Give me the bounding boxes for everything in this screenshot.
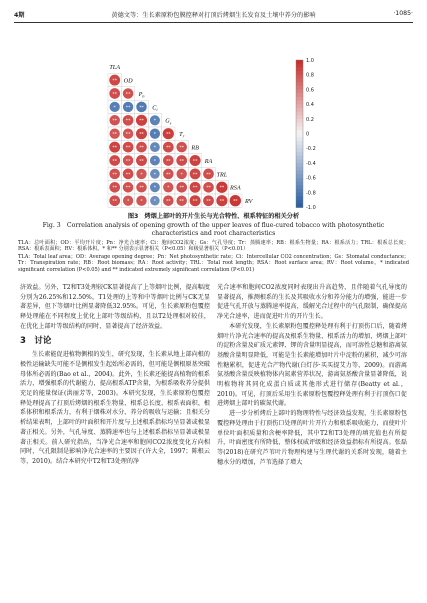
significance-label: ** (112, 146, 117, 151)
significance-label: ** (112, 186, 117, 192)
significance-label: ** (125, 105, 131, 111)
significance-label: * (126, 199, 130, 205)
axis-label-tr: $T_r$ (179, 131, 185, 139)
colorbar-segment (296, 182, 303, 186)
colorbar-segment (296, 156, 303, 160)
colorbar-segment (296, 78, 303, 82)
axis-label-rsa: RSA (229, 184, 241, 192)
journal-title: 黄德文等：生长素原粉包膜控释对打顶后烤烟生长发育及土壤中养分的影响 (111, 12, 316, 19)
colorbar-segment (296, 60, 303, 64)
page-issue: 4期 (14, 12, 25, 19)
colorbar-tick-label: 0.2 (306, 116, 314, 123)
colorbar-segment (296, 112, 303, 116)
significance-label: ** (166, 159, 171, 165)
axis-label-trl: TRL (216, 171, 228, 179)
colorbar-segment (296, 174, 303, 178)
colorbar-segment (296, 126, 303, 130)
figure-note-cn: TLA：总叶面积；OD：平均开片度；Pn：净光合速率；Ci：胞间CO2浓度；Gs：气孔导度；Tr：蒸腾速率；RB：根系生物量；RA：根系活力；TRL：根系总长度；RSA：根系表面积；RV：根系体积。* 和** 分别表示显著相关（P<0.05）和极显著相关（P<0.01） (18, 240, 409, 253)
significance-label: ** (166, 199, 171, 205)
significance-label: * (140, 172, 143, 178)
colorbar-segment (296, 82, 303, 86)
colorbar-tick-label: -0.2 (306, 146, 316, 153)
colorbar-segment (296, 89, 303, 93)
figure-note-en: TLA：Total leaf area；OD：Average opening degree；Pn：Net photosynthetic rate；Ci：Intercellular CO2 concentration；Gs：Stomatal conductance；Tr：Transpiration rate；RB：Root biomass；RA：Root activity；TRL：Total root length；RSA：Root surface area；RV：Root volume。* indicated significant correlation (P<0.05) and ** indicated extremely significant correlation (P<0.01) (18, 254, 409, 273)
colorbar-segment (296, 93, 303, 97)
significance-label: ** (233, 199, 238, 205)
significance-label: ** (112, 132, 117, 138)
significance-label: ** (139, 146, 144, 151)
axis-label-tla: TLA (109, 64, 121, 72)
significance-label: ** (192, 172, 198, 178)
significance-label: * (140, 199, 143, 205)
significance-label: ** (112, 199, 117, 205)
colorbar-segment (296, 148, 303, 152)
paragraph: 进一步分析烤后上部叶的物理特性与经济效益发现，生长素原粉包覆控释处理由于打顶伤口处理的叶片开片力和根系吸收能力，而使叶片单位叶面积质量和含梗率降低，其中T2和T3处理的填充值也有所提升，叶面密度有所降低，整体权威评级和经济效益指标有所提高。张磊等(2018)在研究芦苇叶片物理构建与生理代谢的关系时发现，随着主穗水分的增加，芦苇选择了增大 (217, 410, 407, 466)
axis-label-od: OD (123, 77, 133, 85)
page-number: ·1085· (393, 10, 413, 17)
significance-label: ** (139, 159, 144, 165)
colorbar-segment (296, 67, 303, 71)
significance-label: ** (125, 172, 131, 178)
significance-label: * (167, 186, 170, 192)
colorbar-tick-label: -0.4 (306, 160, 316, 167)
colorbar-segment (296, 115, 303, 119)
significance-label: ** (112, 172, 117, 178)
significance-label: ** (206, 172, 211, 178)
figure-caption-en: Fig. 3 Correlation analysis of opening growth of the upper leaves of flue-cured tobacco with photosynthetic characteristics and root characteristics (42, 222, 385, 237)
colorbar-tick-label: 0.6 (306, 87, 314, 94)
colorbar-segment (296, 97, 303, 101)
significance-label: ** (139, 119, 144, 125)
significance-label: * (153, 172, 157, 178)
significance-label: ** (206, 199, 211, 205)
left-column (20, 283, 210, 467)
significance-label: * (153, 119, 157, 125)
significance-label: ** (125, 119, 131, 125)
significance-label: * (153, 186, 157, 192)
correlation-heatmap-figure (68, 50, 328, 210)
colorbar-segment (296, 104, 303, 108)
colorbar-tick-label: 0.4 (306, 102, 314, 109)
colorbar-tick-label: 0 (306, 131, 310, 138)
figure-caption-cn: 图3 烤烟上部叶的开片生长与光合特性、根系特征的相关分析 (127, 213, 300, 220)
colorbar-segment (296, 193, 303, 197)
colorbar-segment (296, 86, 303, 90)
colorbar-segment (296, 71, 303, 75)
significance-label: ** (192, 159, 198, 165)
colorbar-segment (296, 204, 303, 208)
significance-label: ** (219, 186, 225, 192)
colorbar-segment (296, 145, 303, 149)
colorbar-tick-label: 1.0 (306, 57, 314, 64)
significance-label: ** (125, 92, 131, 98)
significance-label: ** (192, 199, 198, 205)
colorbar-segment (296, 152, 303, 156)
colorbar-segment (296, 167, 303, 171)
significance-label: ** (179, 159, 184, 165)
significance-label: * (113, 105, 116, 111)
colorbar-segment (296, 108, 303, 112)
significance-label: ** (139, 132, 144, 138)
colorbar-tick-label: -1.0 (306, 205, 316, 210)
colorbar-segment (296, 137, 303, 141)
axis-label-ci: $C_i$ (152, 104, 158, 112)
colorbar-segment (296, 159, 303, 163)
significance-label: ** (219, 199, 225, 205)
paragraph: 济效益。另外，T2和T3处理较CK显著提高了上等烟叶比例，提高幅度分别为26.25%和12.50%，T1处理的上等和中等烟叶比例与CK无显著差异，但下等烟叶比例显著降低32.95%。可见，生长素原粉包覆控释处理能在不同程度上优化上部叶等级结构，且以T2处理相对较佳，在优化上部叶等级结构的同时，显著提高了经济效益。 (20, 284, 210, 330)
significance-label: * (153, 132, 157, 138)
colorbar-tick-label: -0.6 (306, 175, 316, 182)
significance-label: ** (166, 172, 171, 178)
axis-label-rv: RV (244, 198, 253, 206)
colorbar-tick-label: 0.8 (306, 72, 314, 79)
colorbar-segment (296, 101, 303, 105)
section-heading: 3 讨论 (20, 335, 52, 346)
paragraph: 光合速率和胞间CO2浓度同时表现出升高趋势，且伴随着气孔导度的显著提高，推测根系的生长及其吸收水分和养分能力的增强，能进一步促进气孔开放与蒸腾速率提高，缓解光合过程中的气孔限制，确保提高净光合速率，进而促进叶片的开片生长。 (217, 284, 407, 321)
colorbar-segment (296, 64, 303, 68)
colorbar-segment (296, 171, 303, 175)
significance-label: ** (125, 146, 131, 151)
colorbar-segment (296, 75, 303, 79)
significance-label: ** (112, 119, 117, 125)
significance-label: * (153, 159, 157, 165)
right-column (217, 283, 407, 467)
significance-label: * (180, 172, 183, 178)
colorbar-segment (296, 189, 303, 193)
colorbar-segment (296, 141, 303, 145)
significance-label: ** (179, 146, 184, 151)
paragraph: 生长素能促进植物侧根的发生，研究发现，生长素从地上部向根的极性运输缺失可能不是侧根发生起始所必需的，但可能是侧根原基突破母体所必需的(Bao et al.，2004)。此外，生长素还能提高植物的根系活力，增强根系的代谢能力，提高根系ATP含量，为根系吸收养分提供充足的能量保证(洪丽芳等，2003)。本研究发现，生长素原粉包覆控释处理提高了打顶后烤烟的根系生物量、根系总长度、根系表面积、根系体积和根系活力，有利于烟株对水分、养分的吸收与运输；且相关分析结果表明，上部叶的叶面积和开片度与上述根系指标均呈显著或极显著正相关。另外，气孔导度、蒸腾速率也与上述根系指标呈显著或极显著正相关。前人研究指出，当净光合速率和胞间CO2浓度变化方向相同时，气孔限制是影响净光合速率的主要因子(许大全，1997；陈根云等，2010)。结合本研究中T2和T3处理的净 (20, 351, 210, 465)
significance-label: ** (139, 186, 144, 192)
colorbar-segment (296, 200, 303, 204)
significance-label: ** (166, 132, 171, 138)
colorbar-segment (296, 119, 303, 123)
colorbar-segment (296, 130, 303, 134)
significance-label: * (153, 199, 157, 205)
significance-label: ** (112, 159, 117, 165)
axis-label-gs: $G_s$ (165, 117, 172, 126)
colorbar-segment (296, 123, 303, 127)
colorbar-segment (296, 163, 303, 167)
axis-label-ra: RA (204, 157, 213, 165)
colorbar-tick-label: -0.8 (306, 190, 316, 197)
axis-label-rb: RB (191, 144, 199, 152)
significance-label: ** (192, 186, 198, 192)
significance-label: ** (112, 92, 117, 98)
significance-label: ** (179, 199, 184, 205)
significance-label: ** (125, 132, 131, 138)
significance-label: ** (139, 105, 144, 111)
axis-label-pn: $P_n$ (138, 90, 145, 99)
significance-label: ** (179, 186, 184, 192)
colorbar-segment (296, 134, 303, 138)
significance-label: ** (206, 186, 211, 192)
significance-label: ** (125, 186, 131, 192)
colorbar-segment (296, 178, 303, 182)
significance-label: ** (166, 146, 171, 151)
colorbar-segment (296, 185, 303, 189)
significance-label: * (153, 146, 157, 151)
paragraph: 本研究发现，生长素原粉包覆控释处理有利于打顶伤口后，随着烤烟叶片净光合速率的提高及根系生物量、根系活力的增加，烤烟上部叶的淀粉含量及矿质元素钾、钾的含量明显提高，而可溶性总糖和游离氨基酸含量明显降低，可能是生长素能增加叶片中淀粉的累积，减少可溶性糖累积，促进光合产物代谢(白灯莎·买买提艾力等，2009)。而游离氨基酸含量反映植物体内氮素营养状况，游离氨基酸含量显著降低，说明植物将其同化成蛋白质或其他形式进行储存(Beatty et al.，2010)。可见，打顶后采用生长素原粉包覆控释处理有利于打顶伤口促进烤烟上部叶的碳氮代谢。 (217, 322, 407, 408)
running-header (14, 10, 413, 23)
colorbar-segment (296, 196, 303, 200)
significance-label: ** (125, 159, 131, 165)
significance-label: ** (112, 79, 117, 84)
